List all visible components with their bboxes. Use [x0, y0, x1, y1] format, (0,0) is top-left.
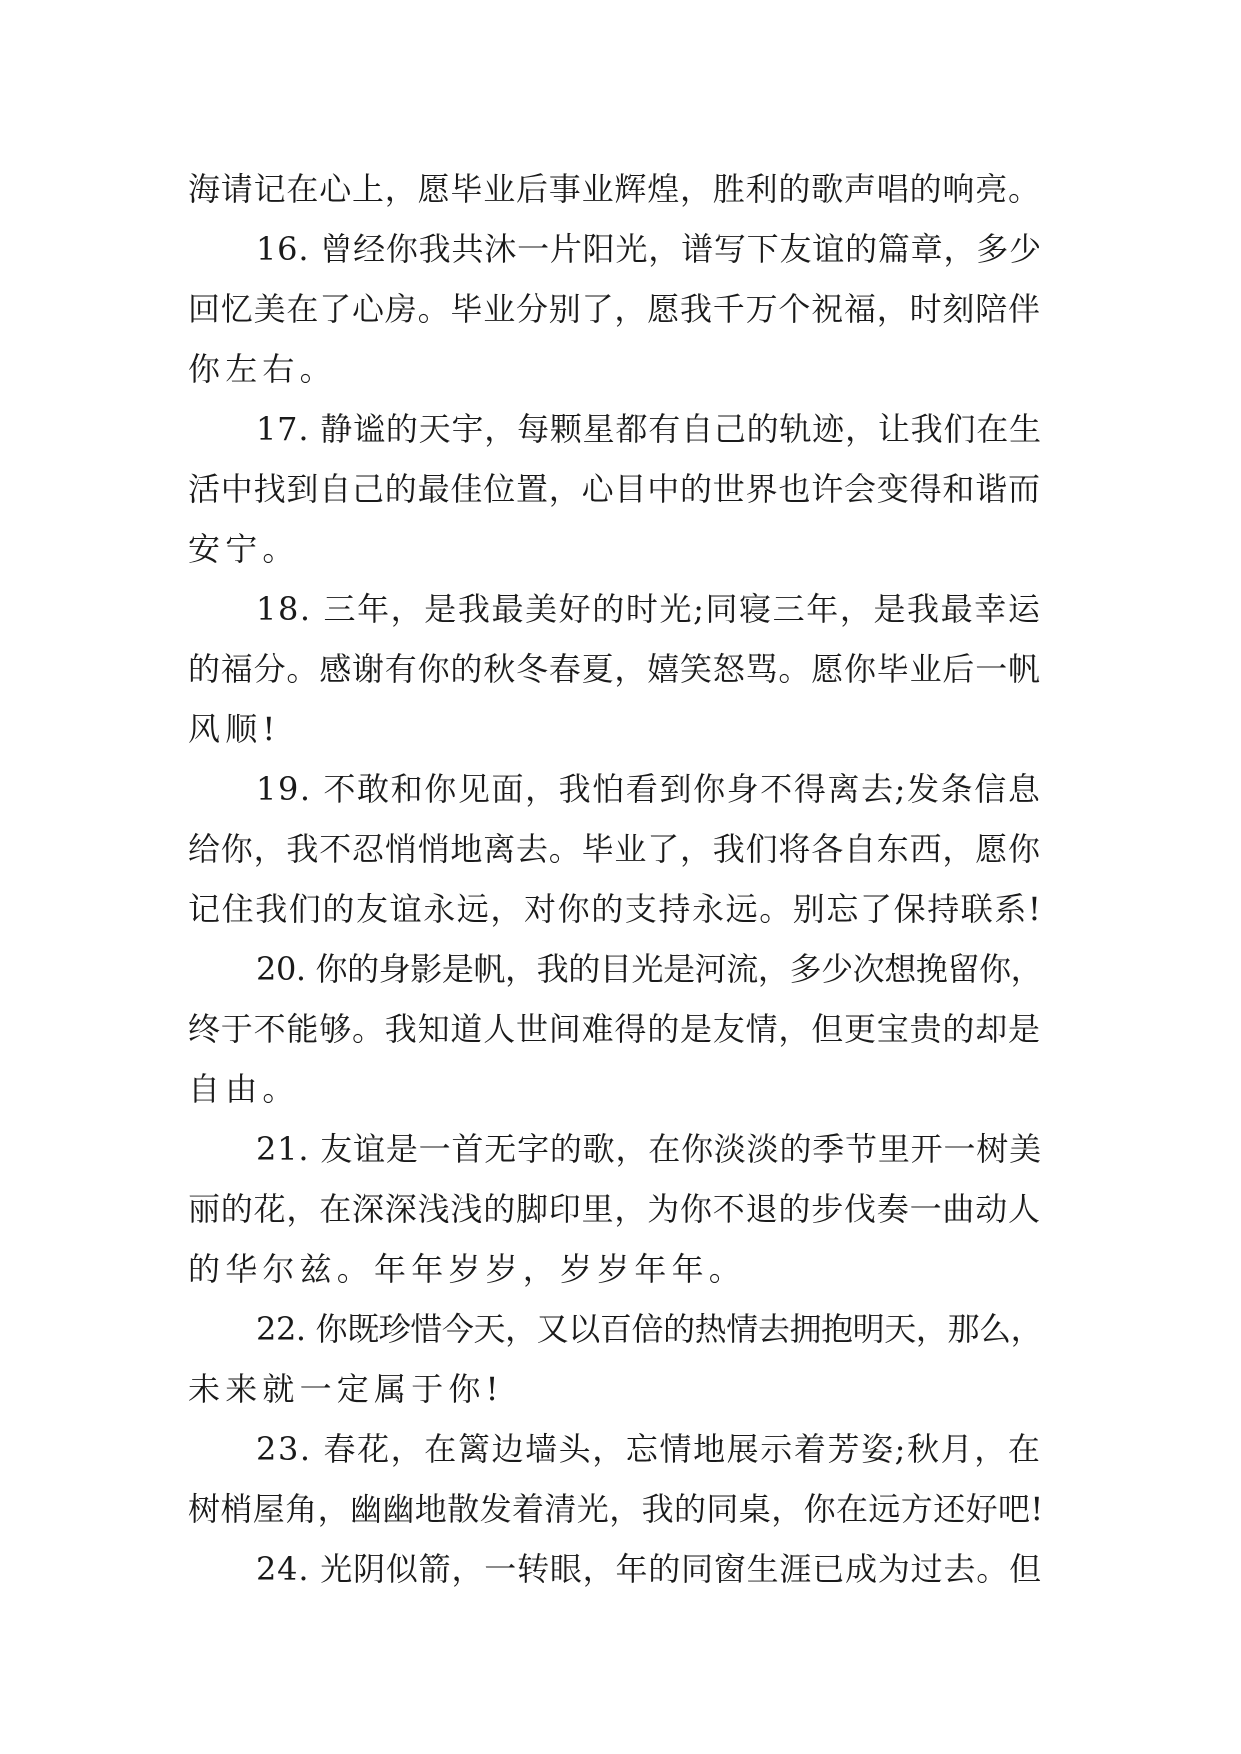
text-line: 21. 友谊是一首无字的歌，在你淡淡的季节里开一树美: [256, 1130, 1042, 1168]
text-line: 活中找到自己的最佳位置，心目中的世界也许会变得和谐而: [188, 470, 1041, 508]
text-line: 17. 静谧的天宇，每颗星都有自己的轨迹，让我们在生: [256, 410, 1042, 448]
text-line: 的福分。感谢有你的秋冬春夏，嬉笑怒骂。愿你毕业后一帆: [188, 650, 1041, 688]
text-line: 记住我们的友谊永远，对你的支持永远。别忘了保持联系!: [188, 890, 1043, 928]
text-line: 安宁。: [188, 530, 300, 568]
text-line: 树梢屋角，幽幽地散发着清光，我的同桌，你在远方还好吧!: [188, 1490, 1044, 1528]
text-line: 23. 春花，在篱边墙头，忘情地展示着芳姿;秋月，在: [256, 1430, 1042, 1468]
text-line: 海请记在心上，愿毕业后事业辉煌，胜利的歌声唱的响亮。: [188, 170, 1041, 208]
text-line: 自由。: [188, 1070, 300, 1108]
text-line: 给你，我不忍悄悄地离去。毕业了，我们将各自东西，愿你: [188, 830, 1041, 868]
text-line: 风顺!: [188, 710, 281, 748]
text-line: 22. 你既珍惜今天，又以百倍的热情去拥抱明天，那么，: [256, 1310, 1043, 1348]
text-line: 丽的花，在深深浅浅的脚印里，为你不退的步伐奏一曲动人: [188, 1190, 1041, 1228]
text-line: 19. 不敢和你见面，我怕看到你身不得离去;发条信息: [256, 770, 1042, 808]
text-line: 16. 曾经你我共沐一片阳光，谱写下友谊的篇章，多少: [256, 230, 1042, 268]
text-line: 18. 三年，是我最美好的时光;同寝三年，是我最幸运: [256, 590, 1042, 628]
text-line: 的华尔兹。年年岁岁，岁岁年年。: [188, 1250, 747, 1288]
text-line: 终于不能够。我知道人世间难得的是友情，但更宝贵的却是: [188, 1010, 1041, 1048]
text-line: 20. 你的身影是帆，我的目光是河流，多少次想挽留你，: [256, 950, 1043, 988]
text-line: 24. 光阴似箭，一转眼，年的同窗生涯已成为过去。但: [256, 1550, 1042, 1588]
text-line: 回忆美在了心房。毕业分别了，愿我千万个祝福，时刻陪伴: [188, 290, 1041, 328]
document-body: [188, 159, 1048, 1599]
text-line: 你左右。: [188, 350, 337, 388]
text-line: 未来就一定属于你!: [188, 1370, 504, 1408]
